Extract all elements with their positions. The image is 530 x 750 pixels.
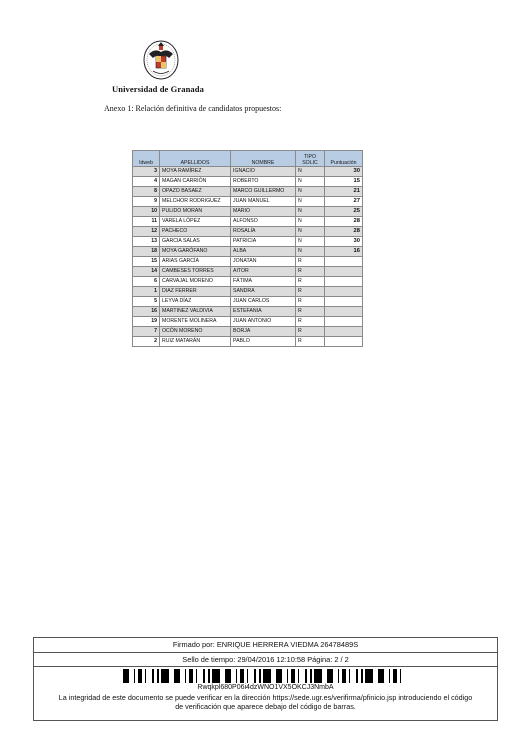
annex-title: Anexo 1: Relación definitiva de candidatos propuestos: (104, 104, 282, 113)
cell-puntuacion: 30 (325, 237, 363, 247)
table-row (133, 217, 363, 227)
cell-tipo: N (296, 167, 325, 177)
table-row (133, 317, 363, 327)
cell-tipo: N (296, 177, 325, 187)
cell-apellidos: MORENTE MOLINERA (160, 317, 231, 327)
cell-nombre: ROBERTO (231, 177, 296, 187)
verify-text (34, 693, 497, 711)
university-name: Universidad de Granada (112, 84, 204, 94)
cell-puntuacion: 27 (325, 197, 363, 207)
cell-idweb: 9 (133, 197, 160, 207)
cell-puntuacion (325, 337, 363, 347)
table-row (133, 257, 363, 267)
cell-idweb: 5 (133, 297, 160, 307)
verify-line-2: de verificación que aparece debajo del código de barras. (175, 702, 356, 711)
cell-tipo: N (296, 247, 325, 257)
cell-nombre: IGNACIO (231, 167, 296, 177)
cell-puntuacion: 16 (325, 247, 363, 257)
cell-tipo: R (296, 317, 325, 327)
timestamp-page: Sello de tiempo: 29/04/2016 12:10:58 Página: 2 / 2 (34, 653, 497, 667)
cell-tipo: R (296, 297, 325, 307)
cell-puntuacion: 25 (325, 207, 363, 217)
col-header-tipo-solic: TIPO SOLIC (296, 151, 325, 167)
barcode-code: Rwqkpl680P06i4dzWNO1VX5OKCJ3NmbA (197, 684, 334, 691)
table-row (133, 227, 363, 237)
barcode-icon (123, 669, 409, 683)
cell-apellidos: OCÓN MORENO (160, 327, 231, 337)
cell-tipo: R (296, 267, 325, 277)
cell-nombre: PABLO (231, 337, 296, 347)
cell-nombre: JUAN CARLOS (231, 297, 296, 307)
cell-idweb: 2 (133, 337, 160, 347)
cell-apellidos: GARCIA SALAS (160, 237, 231, 247)
cell-idweb: 14 (133, 267, 160, 277)
cell-tipo: R (296, 277, 325, 287)
cell-idweb: 4 (133, 177, 160, 187)
table-row (133, 207, 363, 217)
cell-nombre: MARCO GUILLERMO (231, 187, 296, 197)
table-body (133, 167, 363, 347)
cell-idweb: 12 (133, 227, 160, 237)
cell-nombre: JUAN MANUEL (231, 197, 296, 207)
cell-puntuacion: 28 (325, 227, 363, 237)
cell-tipo: R (296, 337, 325, 347)
cell-tipo: N (296, 217, 325, 227)
cell-apellidos: RUIZ MATARÁN (160, 337, 231, 347)
cell-puntuacion (325, 327, 363, 337)
table-row (133, 267, 363, 277)
cell-nombre: ROSALÍA (231, 227, 296, 237)
table-row (133, 187, 363, 197)
cell-idweb: 1 (133, 287, 160, 297)
cell-idweb: 8 (133, 187, 160, 197)
cell-nombre: MARIO (231, 207, 296, 217)
cell-apellidos: DIAZ FERRER (160, 287, 231, 297)
cell-puntuacion (325, 277, 363, 287)
cell-idweb: 15 (133, 257, 160, 267)
table-row (133, 287, 363, 297)
cell-apellidos: PULIDO MORAN (160, 207, 231, 217)
table-row (133, 307, 363, 317)
barcode-area (34, 667, 497, 691)
cell-nombre: ALBA (231, 247, 296, 257)
cell-idweb: 18 (133, 247, 160, 257)
cell-idweb: 19 (133, 317, 160, 327)
cell-idweb: 6 (133, 277, 160, 287)
cell-nombre: PATRICIA (231, 237, 296, 247)
cell-apellidos: ARIAS GARCÍA (160, 257, 231, 267)
signed-by: Firmado por: ENRIQUE HERRERA VIEDMA 26478489S (34, 638, 497, 653)
cell-tipo: R (296, 327, 325, 337)
candidates-table (132, 150, 363, 347)
col-header-apellidos: APELLIDOS (160, 151, 231, 167)
cell-puntuacion (325, 307, 363, 317)
cell-apellidos: VARELA LÓPEZ (160, 217, 231, 227)
cell-apellidos: LEYVA DÍAZ (160, 297, 231, 307)
university-seal-icon (141, 38, 181, 82)
table-row (133, 177, 363, 187)
cell-apellidos: MARTINEZ VALDIVIA (160, 307, 231, 317)
signature-box (33, 637, 498, 721)
cell-idweb: 11 (133, 217, 160, 227)
table-row (133, 247, 363, 257)
col-header-nombre: NOMBRE (231, 151, 296, 167)
col-header-idweb: Idweb (133, 151, 160, 167)
cell-tipo: N (296, 207, 325, 217)
cell-apellidos: MAGAN CARRIÓN (160, 177, 231, 187)
cell-idweb: 16 (133, 307, 160, 317)
table-row (133, 277, 363, 287)
cell-nombre: SANDRA (231, 287, 296, 297)
cell-idweb: 3 (133, 167, 160, 177)
cell-nombre: JONATAN (231, 257, 296, 267)
cell-nombre: JUAN ANTONIO (231, 317, 296, 327)
col-header-puntuacion: Puntuación (325, 151, 363, 167)
cell-apellidos: CAMBESES TORRES (160, 267, 231, 277)
cell-nombre: ESTEFANIA (231, 307, 296, 317)
cell-nombre: BORJA (231, 327, 296, 337)
table-row (133, 297, 363, 307)
table-row (133, 337, 363, 347)
cell-apellidos: OPAZO BASAEZ (160, 187, 231, 197)
cell-nombre: ALFONSO (231, 217, 296, 227)
cell-tipo: N (296, 197, 325, 207)
cell-nombre: FÁTIMA (231, 277, 296, 287)
cell-idweb: 7 (133, 327, 160, 337)
cell-apellidos: CARVAJAL MORENO (160, 277, 231, 287)
table-header-row (133, 151, 363, 167)
cell-puntuacion (325, 287, 363, 297)
table-row (133, 197, 363, 207)
cell-apellidos: PACHECO (160, 227, 231, 237)
cell-idweb: 13 (133, 237, 160, 247)
cell-puntuacion (325, 257, 363, 267)
cell-nombre: AITOR (231, 267, 296, 277)
cell-puntuacion: 28 (325, 217, 363, 227)
cell-puntuacion (325, 297, 363, 307)
table-row (133, 167, 363, 177)
cell-apellidos: MELCHOR RODRIGUEZ (160, 197, 231, 207)
cell-tipo: N (296, 187, 325, 197)
verify-line-1: La integridad de este documento se puede verificar en la dirección https://sede.ugr.es/verifirma/pfinicio.jsp introduciendo el código (58, 693, 473, 702)
cell-idweb: 10 (133, 207, 160, 217)
cell-tipo: R (296, 307, 325, 317)
cell-apellidos: MOYA RAMÍREZ (160, 167, 231, 177)
cell-puntuacion (325, 267, 363, 277)
cell-puntuacion: 15 (325, 177, 363, 187)
cell-tipo: R (296, 257, 325, 267)
cell-tipo: R (296, 287, 325, 297)
table-row (133, 327, 363, 337)
cell-puntuacion (325, 317, 363, 327)
cell-tipo: N (296, 227, 325, 237)
university-logo (128, 38, 194, 82)
cell-puntuacion: 21 (325, 187, 363, 197)
cell-apellidos: MOYA GARÓFANO (160, 247, 231, 257)
cell-puntuacion: 30 (325, 167, 363, 177)
cell-tipo: N (296, 237, 325, 247)
table-row (133, 237, 363, 247)
